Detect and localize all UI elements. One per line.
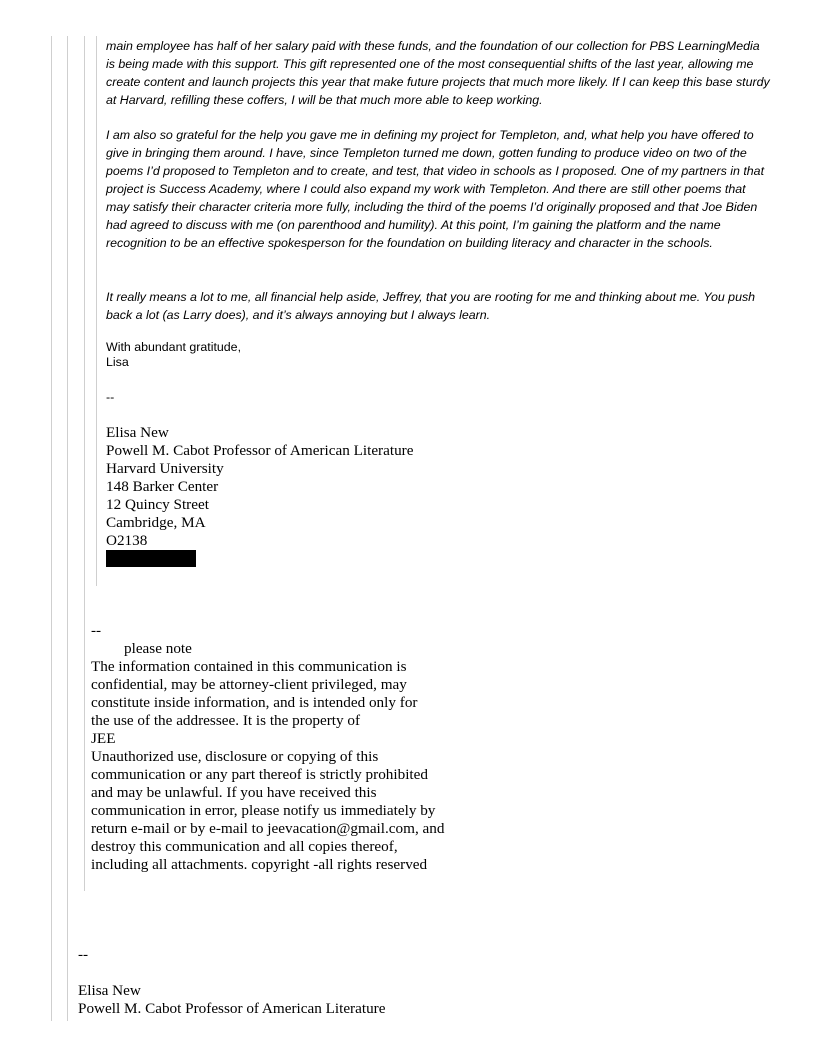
body-paragraph-1: main employee has half of her salary paid with these funds, and the foundation of our collection for PBS LearningMedia is being made with this support. This gift represented one of the most consequential shifts of the last year, allowing me create content and launch projects this year that make future projects that much more likely. If I can keep this base sturdy at Harvard, refilling these coffers, I will be that much more able to keep working. — [106, 39, 770, 107]
signature-building: 148 Barker Center — [106, 478, 219, 495]
body-paragraph-2: I am also so grateful for the help you gave me in defining my project for Templeton, and, what help you have offered to give in bringing them around. I have, since Templeton turned me down, gotten funding to produce video on two of the poems I’d proposed to Templeton and to create, and test, that video in schools as I proposed. One of my partners in that project is Success Academy, where I could also expand my work with Templeton. And there are still other poems that may satisfy their character criteria more fully, including the third of the poems I’d originally proposed and that Joe Biden had agreed to discuss with me (on parenthood and humility). At this point, I’m gaining the platform and the name recognition to be an effective spokesperson for the foundation on building literacy and character in the schools. — [106, 128, 765, 250]
disclaimer-line: the use of the addressee. It is the property of — [91, 712, 361, 729]
signature-block-inner — [106, 424, 413, 550]
disclaimer-heading: please note — [124, 640, 192, 657]
disclaimer-line: return e-mail or by e-mail to jeevacation@gmail.com, and — [91, 820, 445, 837]
outer-signature-name: Elisa New — [78, 982, 141, 999]
signature-separator: -- — [106, 390, 115, 404]
quote-bar-disclaimer — [84, 36, 85, 891]
disclaimer-separator: -- — [91, 622, 102, 639]
signature-university: Harvard University — [106, 460, 224, 477]
signature-city: Cambridge, MA — [106, 514, 206, 531]
disclaimer-line: JEE — [91, 730, 116, 747]
disclaimer-line: The information contained in this communication is — [91, 658, 407, 675]
signature-zip: O2138 — [106, 532, 148, 549]
disclaimer-line: destroy this communication and all copies thereof, — [91, 838, 398, 855]
sender-name: Lisa — [106, 355, 129, 369]
redaction-box — [106, 550, 196, 567]
signature-block-outer — [78, 982, 385, 1018]
disclaimer-line: constitute inside information, and is intended only for — [91, 694, 418, 711]
quote-bar-outer — [51, 36, 52, 1021]
quote-bar-middle — [67, 36, 68, 1021]
outer-signature-separator: -- — [78, 946, 89, 963]
quote-bar-inner — [96, 36, 97, 586]
outer-signature-title: Powell M. Cabot Professor of American Literature — [78, 1000, 386, 1017]
disclaimer-line: communication in error, please notify us immediately by — [91, 802, 436, 819]
closing-line: With abundant gratitude, — [106, 340, 242, 354]
disclaimer-line: communication or any part thereof is strictly prohibited — [91, 766, 428, 783]
signature-name: Elisa New — [106, 424, 169, 441]
disclaimer-line: including all attachments. copyright -all rights reserved — [91, 856, 428, 873]
signature-street: 12 Quincy Street — [106, 496, 209, 513]
disclaimer-line: Unauthorized use, disclosure or copying of this — [91, 748, 379, 765]
disclaimer-line: and may be unlawful. If you have received this — [91, 784, 377, 801]
body-paragraph-3: It really means a lot to me, all financial help aside, Jeffrey, that you are rooting for me and thinking about me. You push back a lot (as Larry does), and it’s always annoying but I always learn. — [106, 290, 756, 322]
disclaimer-line: confidential, may be attorney-client privileged, may — [91, 676, 407, 693]
signature-title: Powell M. Cabot Professor of American Literature — [106, 442, 414, 459]
disclaimer-body — [91, 658, 444, 874]
